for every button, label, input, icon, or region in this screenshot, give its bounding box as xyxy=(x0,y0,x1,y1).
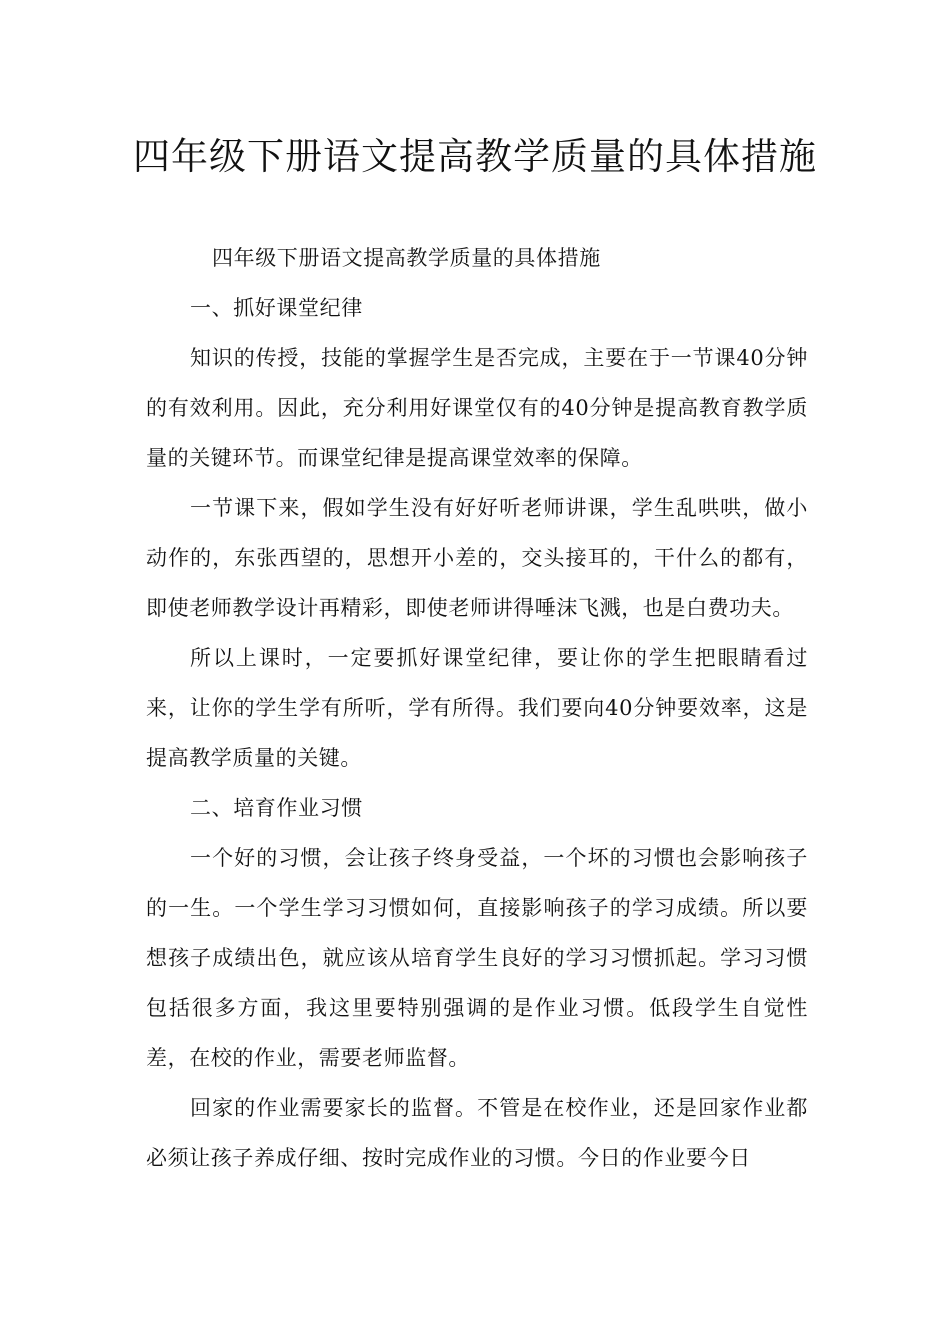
paragraph: 所以上课时，一定要抓好课堂纪律，要让你的学生把眼睛看过来，让你的学生学有所听，学有所得。我们要向40分钟要效率，这是提高教学质量的关键。 xyxy=(146,646,808,770)
document-title: 四年级下册语文提高教学质量的具体措施 xyxy=(133,135,817,178)
paragraph: 回家的作业需要家长的监督。不管是在校作业，还是回家作业都必须让孩子养成仔细、按时完成作业的习惯。今日的作业要今日 xyxy=(146,1096,808,1170)
section-heading-1: 一、抓好课堂纪律 xyxy=(190,296,363,320)
paragraph: 知识的传授，技能的掌握学生是否完成，主要在于一节课40分钟的有效利用。因此，充分利用好课堂仅有的40分钟是提高教育教学质量的关键环节。而课堂纪律是提高课堂效率的保障。 xyxy=(146,346,808,470)
paragraph: 一个好的习惯，会让孩子终身受益，一个坏的习惯也会影响孩子的一生。一个学生学习习惯如何，直接影响孩子的学习成绩。所以要想孩子成绩出色，就应该从培育学生良好的学习习惯抓起。学习习惯包括很多方面，我这里要特别强调的是作业习惯。低段学生自觉性差，在校的作业，需要老师监督。 xyxy=(146,846,808,1070)
section-heading-2: 二、培育作业习惯 xyxy=(190,796,363,820)
paragraph: 一节课下来，假如学生没有好好听老师讲课，学生乱哄哄，做小动作的，东张西望的，思想开小差的，交头接耳的，干什么的都有，即使老师教学设计再精彩，即使老师讲得唾沫飞溅，也是白费功夫。 xyxy=(146,496,808,620)
document-body xyxy=(146,233,808,1183)
document-subtitle: 四年级下册语文提高教学质量的具体措施 xyxy=(212,246,601,270)
